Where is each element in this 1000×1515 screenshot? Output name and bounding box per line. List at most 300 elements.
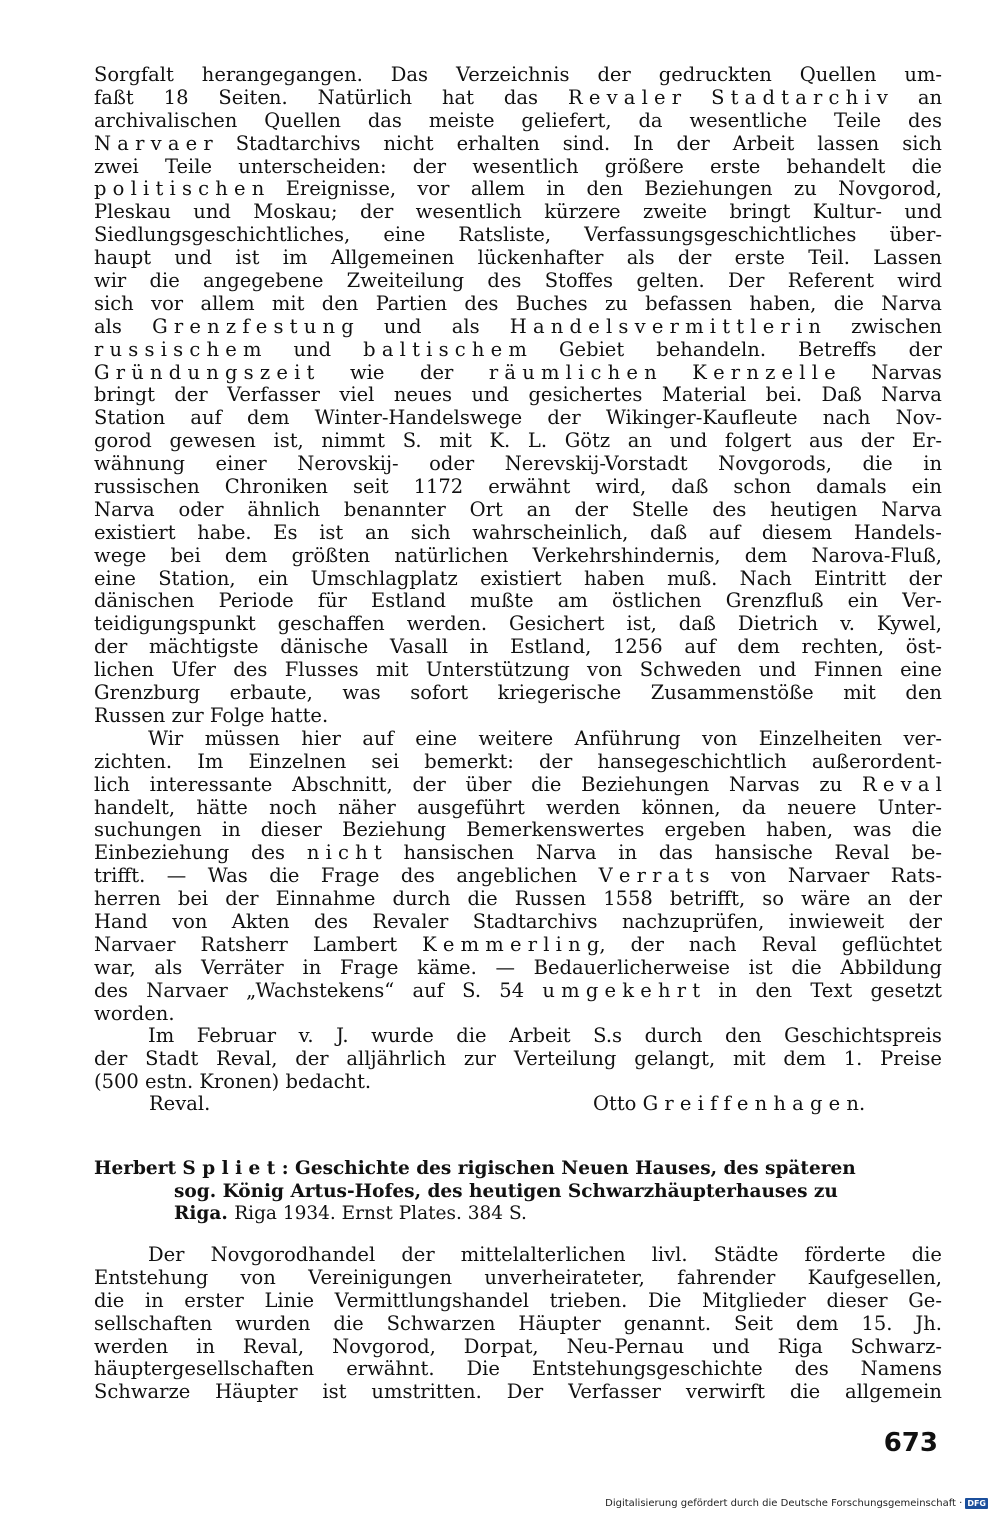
text-line: [94, 522, 942, 545]
word: des: [487, 269, 522, 293]
word: die: [911, 1243, 942, 1266]
word: Kywel,: [876, 612, 942, 636]
word: geflüchtet: [841, 932, 942, 956]
word: Mitglieder: [701, 1288, 806, 1312]
word: Bedauerlicherweise: [533, 955, 730, 979]
word: des: [907, 108, 942, 132]
word: Häupter: [215, 1380, 298, 1404]
word: Hand: [94, 909, 148, 933]
word: der: [908, 337, 942, 361]
word: Im: [197, 749, 224, 773]
word: wie: [349, 360, 385, 384]
word: mittelalterlichen: [460, 1243, 626, 1266]
text-line: [94, 888, 942, 911]
word: wahrscheinlich,: [472, 520, 629, 544]
word: Siedlungsgeschichtliches,: [94, 223, 351, 247]
word: gedruckten: [658, 63, 772, 86]
word: erwähnt.: [346, 1357, 435, 1381]
word: Arbeit: [732, 131, 795, 155]
word: häuptergesellschaften: [94, 1357, 315, 1381]
word: und: [669, 429, 708, 453]
word: allem: [200, 291, 255, 315]
word: 18: [163, 85, 189, 109]
word: zur: [463, 1047, 496, 1071]
text-line: [94, 270, 942, 293]
word: und: [193, 200, 231, 224]
word: lich: [94, 772, 130, 796]
word: im: [282, 246, 308, 270]
word: der: [908, 887, 942, 911]
word: am: [557, 589, 588, 613]
word: zweite: [642, 200, 708, 224]
word: Natürlich: [317, 85, 412, 109]
word: mächtigste: [149, 635, 259, 659]
word: Götz: [564, 429, 611, 453]
text-line: [94, 819, 942, 842]
review-heading-line-1: Herbert S p l i e t : Geschichte des rigischen Neuen Hauses, des späteren: [94, 1158, 856, 1179]
word: Revaler: [372, 909, 449, 933]
word: an: [867, 887, 892, 911]
word: ist: [235, 246, 260, 270]
review-heading-place: Riga.: [174, 1203, 228, 1224]
word: Nerovskij-: [297, 452, 399, 476]
text-line: [94, 911, 942, 934]
word: 1558: [603, 887, 653, 911]
word: Linie: [264, 1288, 314, 1312]
word: wird,: [595, 475, 647, 499]
word: werden: [546, 795, 621, 819]
word: folgert: [724, 429, 792, 453]
word: Narva: [535, 841, 597, 865]
word: verwirft: [685, 1380, 765, 1404]
text-line: [94, 1290, 942, 1313]
word: K.: [489, 429, 511, 453]
word: dieser: [826, 1288, 888, 1312]
word: Einbeziehung: [94, 841, 230, 865]
word: kürzere: [544, 200, 621, 224]
word: russischen: [94, 475, 200, 499]
word: Quellen: [799, 63, 877, 86]
word: r u s s i s c h e m: [94, 337, 262, 361]
word: hansegeschichtlich: [597, 749, 787, 773]
word: Ereignisse,: [285, 177, 397, 201]
word: mußte: [470, 589, 534, 613]
word: Frage: [320, 864, 380, 888]
word: G r ü n d u n g s z e i t: [94, 360, 315, 384]
word: benannter: [343, 497, 446, 521]
word: Anführung: [574, 726, 681, 750]
word: die: [467, 887, 498, 911]
word: Gesichert: [508, 612, 605, 636]
word: Narvas: [729, 772, 800, 796]
word: dänische: [280, 635, 369, 659]
word: Narvaer: [146, 978, 228, 1002]
word: faßt: [94, 85, 134, 109]
word: Novgorod,: [838, 177, 942, 201]
text-line: [94, 842, 942, 865]
word: Verräter: [200, 955, 284, 979]
word: herren: [94, 887, 161, 911]
word: der: [174, 383, 208, 407]
word: von: [587, 658, 623, 682]
word: Partien: [375, 291, 448, 315]
word: Nach: [739, 566, 792, 590]
word: mit: [375, 658, 409, 682]
word: das: [658, 841, 693, 865]
word: Schweden: [639, 658, 742, 682]
word: die: [94, 1288, 125, 1312]
word: der: [94, 1047, 128, 1071]
word: gesetzt: [870, 978, 942, 1002]
word: p o l i t i s c h e n: [94, 177, 265, 201]
word: gewesen: [169, 429, 256, 453]
word: 15.: [861, 1311, 893, 1335]
word: den: [586, 177, 624, 201]
text-line: [94, 178, 942, 201]
word: Estland: [371, 589, 447, 613]
word: Station,: [158, 566, 236, 590]
word: oder: [429, 452, 475, 476]
word: der: [412, 772, 446, 796]
word: damals: [816, 475, 887, 499]
word: Seit: [734, 1311, 774, 1335]
word: war,: [94, 955, 136, 979]
text-line-last: worden.: [94, 1001, 175, 1025]
word: und: [174, 246, 212, 270]
word: muß.: [667, 566, 718, 590]
text-line: [94, 430, 942, 453]
word: einer: [215, 452, 267, 476]
word: um-: [904, 63, 942, 86]
word: Schwarze: [94, 1380, 191, 1404]
word: was: [853, 818, 892, 842]
word: Rats-: [890, 864, 942, 888]
word: Umschlagplatz: [310, 566, 458, 590]
word: in: [469, 635, 489, 659]
word: Kaufgesellen,: [807, 1265, 942, 1289]
word: vor: [151, 291, 184, 315]
word: Seiten.: [218, 85, 288, 109]
word: Stoffes: [544, 269, 614, 293]
word: das: [503, 85, 539, 109]
word: Finnen: [813, 658, 883, 682]
word: da: [638, 108, 663, 132]
word: haben,: [749, 291, 817, 315]
word: des: [464, 291, 499, 315]
word: ein: [847, 589, 879, 613]
word: genannt.: [623, 1311, 712, 1335]
signature-author: Otto G r e i f f e n h a g e n.: [593, 1092, 866, 1115]
word: Stadtarchivs: [235, 131, 361, 155]
text-line: [94, 636, 942, 659]
word: Station: [94, 406, 166, 430]
word: N a r v a e r: [94, 131, 213, 155]
word: Material: [661, 383, 747, 407]
word: durch: [644, 1024, 703, 1048]
word: Kultur-: [812, 200, 882, 224]
word: sich: [410, 520, 451, 544]
word: auf: [412, 978, 444, 1002]
word: ver-: [903, 726, 942, 750]
text-line: [94, 1381, 942, 1404]
word: —: [166, 864, 187, 888]
word: Abschnitt,: [292, 772, 393, 796]
word: Allgemeinen: [330, 246, 455, 270]
word: auf: [190, 406, 222, 430]
word: Quellen: [264, 108, 341, 132]
word: sind.: [562, 131, 611, 155]
word: Zusammenstöße: [650, 681, 814, 705]
word: Text: [810, 978, 853, 1002]
word: dem: [246, 406, 290, 430]
word: hansische: [714, 841, 813, 865]
text-line: [94, 1267, 942, 1290]
text-line: [94, 87, 942, 110]
word: Ge-: [908, 1288, 942, 1312]
word: Einzelnen: [248, 749, 347, 773]
word: Reval,: [242, 1334, 305, 1358]
word: hätte: [196, 795, 248, 819]
word: müssen: [204, 726, 280, 750]
word: Pleskau: [94, 200, 171, 224]
word: wäre: [801, 887, 851, 911]
word: von: [731, 864, 767, 888]
word: des: [233, 658, 268, 682]
review-heading-line-3: [94, 1203, 942, 1226]
word: Unterstützung: [425, 658, 570, 682]
word: Riga: [777, 1334, 823, 1358]
word: sellschaften: [94, 1311, 213, 1335]
word: Novgorods,: [718, 452, 832, 476]
word: Wikinger-Kaufleute: [605, 406, 798, 430]
word: den: [755, 978, 793, 1002]
word: daß: [650, 520, 688, 544]
word: handelt,: [94, 795, 176, 819]
text-line: [94, 957, 942, 980]
word: sei: [371, 749, 400, 773]
word: allem: [470, 177, 525, 201]
text-line: [94, 1025, 942, 1048]
word: der: [908, 566, 942, 590]
word: die: [456, 1024, 487, 1048]
word: des: [94, 978, 129, 1002]
word: der: [860, 429, 895, 453]
word: geschaffen: [277, 612, 385, 636]
word: H a n d e l s v e r m i t t l e r i n: [509, 314, 821, 338]
word: Betreffs: [798, 337, 877, 361]
text-line: [94, 64, 942, 87]
word: Was: [207, 864, 248, 888]
word: der: [597, 63, 631, 86]
text-line: [94, 751, 942, 774]
word: Flusses: [284, 658, 359, 682]
word: in: [302, 955, 322, 979]
word: existiert: [94, 520, 176, 544]
text-line: [94, 453, 942, 476]
word: gelangt,: [634, 1047, 716, 1071]
word: Abbildung: [840, 955, 942, 979]
word: über-: [889, 223, 942, 247]
word: Referent: [787, 269, 874, 293]
word: wurde: [371, 1024, 434, 1048]
word: da: [741, 795, 766, 819]
word: Er-: [911, 429, 942, 453]
word: an: [526, 497, 551, 521]
word: der: [547, 406, 581, 430]
word: in: [618, 841, 638, 865]
word: v.: [298, 1024, 314, 1048]
word: der: [401, 1243, 435, 1266]
word: angeblichen: [456, 864, 578, 888]
word: betrifft,: [669, 887, 746, 911]
word: haupt: [94, 246, 152, 270]
word: des: [313, 909, 349, 933]
word: Zweiteilung: [346, 269, 465, 293]
word: V e r r a t s: [598, 864, 710, 888]
word: die: [531, 772, 562, 796]
word: erwähnt: [488, 475, 571, 499]
word: der: [677, 246, 712, 270]
text-line: [94, 934, 942, 957]
word: alljährlich: [346, 1047, 447, 1071]
word: des: [794, 1357, 829, 1381]
word: Narvas: [871, 360, 942, 384]
word: der: [630, 932, 664, 956]
word: viel: [339, 383, 375, 407]
word: so: [762, 887, 785, 911]
word: existiert: [480, 566, 562, 590]
word: Lassen: [873, 246, 942, 270]
word: wähnung: [94, 452, 186, 476]
word: J.: [336, 1024, 349, 1048]
word: Eintritt: [814, 566, 887, 590]
word: außerordent-: [811, 749, 942, 773]
word: bei: [170, 543, 201, 567]
word: zichten.: [94, 749, 173, 773]
word: ein: [911, 475, 942, 499]
word: Akten: [231, 909, 290, 933]
word: Estland,: [510, 635, 592, 659]
word: unterscheiden:: [238, 154, 387, 178]
word: Narova-Fluß,: [811, 543, 942, 567]
word: fahrender: [677, 1265, 776, 1289]
word: Einnahme: [275, 887, 376, 911]
word: nachzuprüfen,: [621, 909, 765, 933]
word: seit: [352, 475, 389, 499]
word: bemerkt:: [424, 749, 514, 773]
word: erste: [710, 154, 761, 178]
word: Der: [506, 1380, 544, 1404]
word: die: [269, 864, 300, 888]
word: zu: [819, 772, 843, 796]
word: Entstehungsgeschichte: [531, 1357, 763, 1381]
word: Stelle: [631, 497, 689, 521]
word: eine: [94, 566, 136, 590]
word: oder: [178, 497, 224, 521]
word: Buches: [515, 291, 588, 315]
word: auf: [362, 726, 394, 750]
word: Sorgfalt: [94, 63, 174, 86]
text-line: [94, 545, 942, 568]
body-text-block-2: [94, 1244, 942, 1404]
word: Die: [466, 1357, 500, 1381]
text-line: [94, 316, 942, 339]
word: bei: [177, 887, 209, 911]
word: ist: [322, 1380, 347, 1404]
page-number: 673: [883, 1428, 938, 1458]
review-heading-publication: Riga 1934. Ernst Plates. 384 S.: [234, 1203, 527, 1224]
word: mit: [439, 429, 472, 453]
word: Narvaer: [787, 864, 870, 888]
word: interessante: [149, 772, 273, 796]
word: ist,: [273, 429, 304, 453]
word: Namens: [860, 1357, 942, 1381]
word: archivalischen: [94, 108, 238, 132]
word: dem: [224, 543, 268, 567]
word: Vermittlungshandel: [334, 1288, 530, 1312]
word: Grenzburg: [94, 681, 201, 705]
word: neuere: [787, 795, 857, 819]
word: an: [364, 520, 390, 544]
text-line: [94, 682, 942, 705]
word: und: [293, 337, 332, 361]
text-line: [94, 980, 942, 1003]
word: herangegangen.: [201, 63, 363, 86]
word: Februar: [196, 1024, 277, 1048]
word: Preise: [880, 1047, 942, 1071]
word: Novgorodhandel: [210, 1243, 376, 1266]
word: zwei: [94, 154, 139, 178]
word: r ä u m l i c h e n: [488, 360, 657, 384]
word: durch: [392, 887, 451, 911]
word: Jh.: [915, 1311, 942, 1335]
word: Ufer: [171, 658, 216, 682]
word: größere: [604, 154, 684, 178]
word: Handels-: [853, 520, 942, 544]
word: 1.: [843, 1047, 863, 1071]
word: das: [367, 108, 402, 132]
word: käme.: [417, 955, 477, 979]
word: bei.: [765, 383, 803, 407]
word: von: [172, 909, 208, 933]
word: dänischen: [94, 589, 195, 613]
word: an: [917, 85, 942, 109]
word: können,: [641, 795, 721, 819]
word: mit: [733, 1047, 766, 1071]
word: Einzelheiten: [758, 726, 883, 750]
word: nach: [688, 932, 737, 956]
word: nicht: [383, 131, 434, 155]
word: in: [196, 1334, 215, 1358]
word: Moskau;: [253, 200, 338, 224]
word: Reval,: [216, 1047, 278, 1071]
word: S.s: [593, 1024, 623, 1048]
word: allgemein: [845, 1380, 942, 1404]
word: eine: [415, 726, 458, 750]
word: erhalten: [456, 131, 540, 155]
word: erster: [184, 1288, 244, 1312]
word: trieben.: [549, 1288, 628, 1312]
text-line: [94, 1358, 942, 1381]
text-line: [94, 110, 942, 133]
text-line-last: (500 estn. Kronen) bedacht.: [94, 1070, 372, 1094]
word: wurden: [235, 1311, 311, 1335]
text-line: [94, 1048, 942, 1071]
word: und: [471, 383, 510, 407]
word: Verfassungsgeschichtliches: [584, 223, 857, 247]
word: Ratsherr: [200, 932, 288, 956]
text-line-last: Russen zur Folge hatte.: [94, 703, 329, 727]
